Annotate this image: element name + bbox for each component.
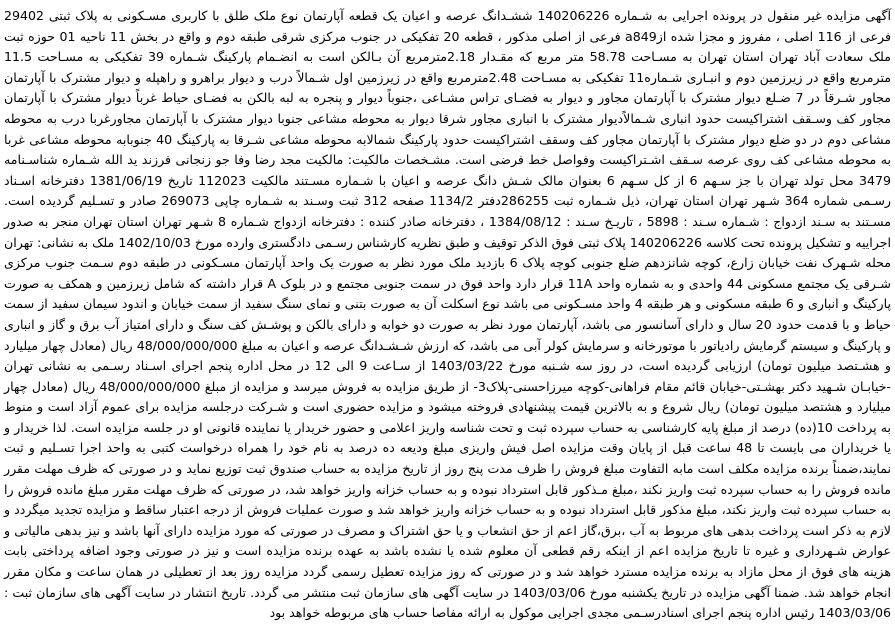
- auction-notice: [4, 6, 892, 621]
- notice-body-text: آگهی مزایده غیر منقول در پرونده اجرایی به شـماره 140206226 ششـدانگ عرصه و اعیان یک قطعه آپارتمان نوع ملک طلق با کاربری مسـکونی به پلاک ثبتی 29402 فرعی از 116 اصلی ، مفروز و مجزا شده ازa849 فرعی از اصلی مذکور ، قطعه 20 تفکیکی در جنوب مرکزی شرقی طبقه دوم و واقع در بخش 11 ناحیه 01 حوزه ثبت ملک سعادت آباد تهران استان تهران به مسـاحت 58.78 متر مربع که مقـدار 2.18مترمربع آن بـالکن است به انضـمام پارکینگ شـماره 39 تفکیکی به مسـاحت 11.5 مترمربع واقع در زیرزمین دوم و انبـاری شـماره11 تفکیکی به مسـاحت 2.48مترمربع واقع در زیرزمین اول شـمالاً درب و دیوار براهرو و راهپله و دیوار مشترک با آپارتمان مجاور شـرقاً در 7 ضـلع دیوار مشترک با آپارتمان مجاور و دیوار به فضـای تراس مشـاعی ،جنوباً دیوار و پنجره به لبه بالکن به فضـای حیاط غرباً دیوار مشترک با آپارتمان مجاور کف وسـقف اشتراکیست حدود انباری شـمالاًدیوار مشترک با انباری مجاور شرقا دیوار به محوطه مشاعی جنوبا دیوار مشترک با آپارتمان مجاورغربا درب به محوطه مشاعی دوم در دو ضلع دیوار مشترک با آپارتمان مجاور کف وسقف اشتراکیست حدود پارکینگ شمالابه محوطه مشاعی شـرقا به پارکینگ 40 جنوبابه محوطه مشاعی غربا به محوطه مشاعی کف روی عرصه سـقف اشـتراکیست وفواصل خط فرضی است. مشـخصات مالکیت: مالکیت مجد رضا وفا جو زنجانی فرزند ید الله شـماره شناسـنامه 3479 محل تولد تهران با جز سـهم 6 از کل سـهم 6 بعنوان مالک شـش دانگ عرصه و اعیان با شـماره مسـتند مالکیت 112023 تاریخ 1381/06/19 دفترخانه اسـناد رسـمی شماره 364 شـهر تهران استان تهران، ذیل شـماره ثبت 286255دفتر 1134/2 صفحه 312 ثبت وسـند به شـماره چاپی 269073 صادر و تسـلیم گردیده است. مسـتند به سـند ازدواج : شـماره سـند : 5898 ، تاریـخ سـند : 1384/08/12 ، دفترخانه صادر کننده : دفترخانه ازدواج شـماره 8 شـهر تهران استان تهران منجر به صدور اجراییه و تشکیل پرونده تحت کلاسه 140206226 پلاک ثبتی فوق الذکر توقیف و طبق نظریه کارشناس رسـمی دادگستری وارده مورخ 1402/10/03 ملک به نشانی: تهران محله شـهرک نفت خیابان زارع، کوچه شانزدهم ضلع جنوبی کوچه پلاک 6 بازدید ملک مورد نظر به صورت یک واحد آپارتمان مسـکونی در طبقه دوم سـمت جنوب مرکزی شـرقی یک مجتمع مسکونی 44 واحدی و به شماره واحد 11A قرار دارد واحد فوق در سمت جنوبی مجتمع و در بلوک A قرار داشته که شامل زیرزمین و همکف به صورت پارکینگ و انباری و 6 طبقه مسکونی و هر طبقه 4 واحد مسـکونی می باشد نوع اسکلت آن به صورت بتنی و نمای سنگ سفید از سمت خیابان و اندود سیمان سفید از سمت حیاط و با قدمت حدود 20 سال و دارای آسانسور می باشد، آپارتمان مورد نظر به صورت دو خوابه و دارای بالکن و پوشـش کف سنگ و دارای امتیاز آب برق و گاز و انباری و پارکینگ و سیستم گرمایش رادیاتور با موتورخانه و سرمایش کولر آبی می باشد، که ارزش شـشـدانگ عرصه و اعیان به مبلغ 48/000/000/000 ریال (معادل چهار میلیارد و هشـتصد میلیون تومان) ارزیابی گردیده است، در روز سه شـنبه مورخ 1403/03/22 از سـاعت 9 الی 12 در محل اداره پنجم اجرای اسـناد رسـمی به نشانی تهران -خیابـان شـهید دکتر بهشـتی-خیابان قائم مقام فراهانی-کوچه میرزاحسنی-پلاک3- از طریق مزایده به فروش میرسد و مزایده از مبلغ 48/000/000/000 ریال (معادل چهار میلیارد و هشتصد میلیون تومان) ریال شروع و به بالاترین قیمت پیشنهادی فروخته میشود و مزایده حضوری است و شـرکت درجلسه مزایده برای عموم آزاد است و منوط به پرداخت 10(ده) درصد از مبلغ پایه کارشناسی به حساب سپرده ثبت و تحت شناسه واریز اعلامی و حضور خریدار یا نماینده قانونی او در جلسه مزایده است. لذا خریدار و یا خریداران می بایست تا 48 ساعت قبل از پایان وقت مزایده اصل فیش واریزی مبلغ ودیعه ده درصد به نام خود را همراه درخواست کتبی به واحد اجرا تسـلیم و ثبت نمایند،ضمناً برنده مزایده مکلف است مابه التفاوت مبلغ فروش را ظرف مدت پنج روز از تاریخ مزایده به حساب صندوق ثبت توزیع نماید و در صورتی که ظرف مهلت مقرر مانده فروش را به حساب سپرده ثبت واریز نکند ،مبلغ مـذکور قابل استرداد نبوده و به حساب خزانه واریز خواهد شد، در صورتی که ظرف مهلت مقرر مبلغ مانده فروش را به حساب سپرده ثبت واریز نکند، مبلغ مذکور قابل استرداد نبوده و به حساب خزانه واریز خواهد شد و صورت عملیات فروش از درجه اعتبار ساقط و مزایده تجدید میگردد و لازم به ذکر است پرداخت بدهی های مربوط به آب ،برق،گاز اعم از حق انشعاب و یا حق اشتراک و مصرف در صورتی که مورد مزایده دارای آنها باشد و نیز بدهی مالیاتی و عوارض شـهرداری و غیره تا تاریخ مزایده اعم از اینکه رقم قطعی آن معلوم شده یا نشده باشد به عهده برنده مزایده است و نیز در صورتی وجود اضافه پرداختی بابت هزینه های فوق از محل مازاد به برنده مزایده مسترد خواهد شد و در صورتی که روز مزایده تعطیل رسمی گردد مزایده روز بعد از تعطیلی در همان ساعت و مکان مقرر انجام خواهد شد. ضمنا آگهی مزایده در تاریخ یکشنبه مورخ 1403/03/06 در سایت آگهی های سازمان ثبت منتشر می گردد. تاریخ انتشار در سایت آگهی های سازمان ثبت : 1403/03/06 رئیس اداره پنجم اجرای اسنادرسـمی مجدی اجرایی موکول به ارائه مفاصا حساب های مربوطه خواهد بود: [4, 8, 892, 621]
